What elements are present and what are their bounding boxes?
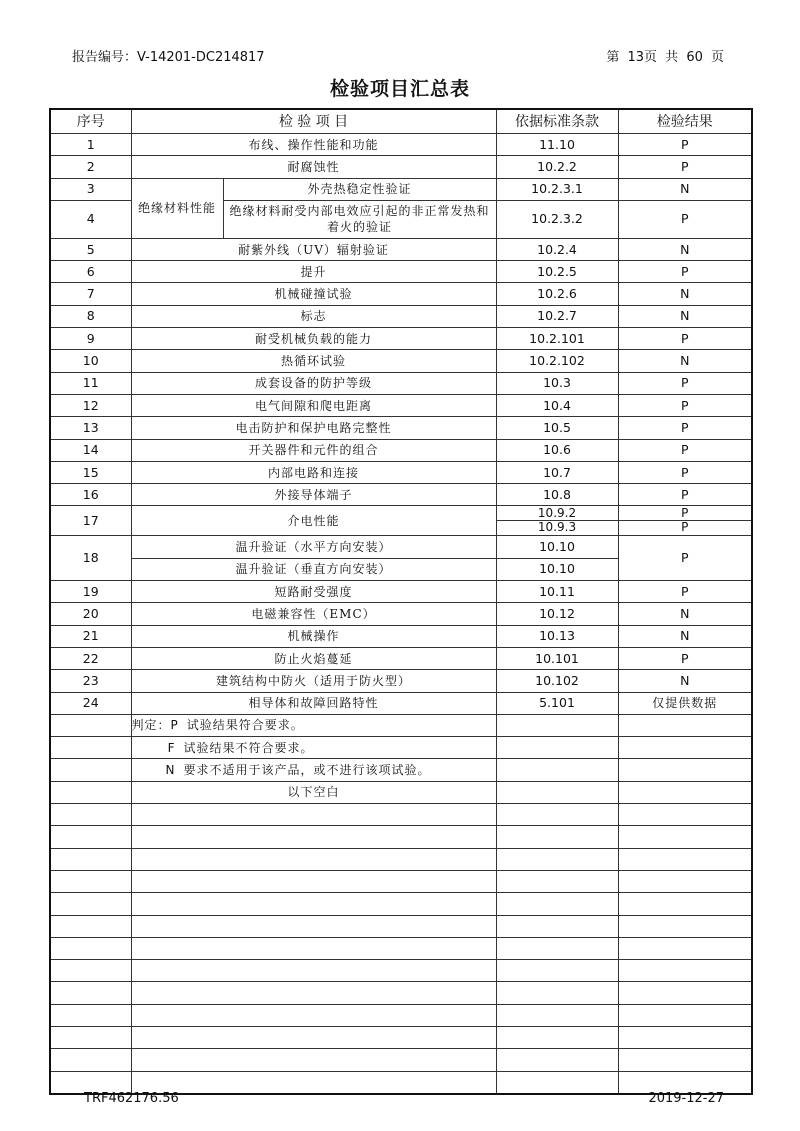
row-result: N bbox=[618, 238, 752, 260]
row-standard: 10.9.3 bbox=[497, 520, 618, 534]
row-result: P bbox=[618, 439, 752, 461]
row-standard: 10.5 bbox=[496, 417, 618, 439]
row-result: N bbox=[618, 178, 752, 200]
row-item: 耐腐蚀性 bbox=[131, 156, 496, 178]
row-result: P bbox=[618, 581, 752, 603]
table-row bbox=[50, 328, 752, 350]
row-result: P bbox=[618, 484, 752, 506]
row-standard: 11.10 bbox=[496, 134, 618, 156]
row-no: 16 bbox=[50, 484, 131, 506]
row-result: P bbox=[618, 261, 752, 283]
row-no: 3 bbox=[50, 178, 131, 200]
form-number: TRF462176.56 bbox=[84, 1091, 179, 1106]
table-row bbox=[50, 484, 752, 506]
row-no: 7 bbox=[50, 283, 131, 305]
row-item: 布线、操作性能和功能 bbox=[131, 134, 496, 156]
row-no: 13 bbox=[50, 417, 131, 439]
row-result: N bbox=[618, 305, 752, 327]
row-standard: 10.3 bbox=[496, 372, 618, 394]
table-row bbox=[50, 261, 752, 283]
empty-row bbox=[50, 826, 752, 848]
row-standard: 10.2.2 bbox=[496, 156, 618, 178]
group-label: 绝缘材料性能 bbox=[131, 178, 223, 238]
table-row bbox=[50, 350, 752, 372]
table-row bbox=[50, 372, 752, 394]
empty-row bbox=[50, 1004, 752, 1026]
row-item: 标志 bbox=[131, 305, 496, 327]
row-item: 介电性能 bbox=[131, 506, 496, 536]
page-info: 第 13页 共 60 页 bbox=[606, 50, 724, 65]
row-no: 14 bbox=[50, 439, 131, 461]
table-row bbox=[50, 417, 752, 439]
row-standard: 10.102 bbox=[496, 670, 618, 692]
row-no: 18 bbox=[50, 536, 131, 581]
judgement-p bbox=[131, 714, 496, 736]
table-row bbox=[50, 692, 752, 714]
row-item: 建筑结构中防火（适用于防火型） bbox=[131, 670, 496, 692]
row-standard: 10.10 bbox=[496, 558, 618, 580]
empty-row bbox=[50, 893, 752, 915]
row-standard: 10.101 bbox=[496, 647, 618, 669]
row-standard: 10.2.5 bbox=[496, 261, 618, 283]
table-row bbox=[50, 625, 752, 647]
blank-note: 以下空白 bbox=[131, 781, 496, 803]
row-item: 耐受机械负载的能力 bbox=[131, 328, 496, 350]
row-no: 22 bbox=[50, 647, 131, 669]
col-header-result: 检验结果 bbox=[618, 109, 752, 134]
judgement-f bbox=[131, 737, 496, 759]
row-standard: 10.2.102 bbox=[496, 350, 618, 372]
row-standard: 10.7 bbox=[496, 461, 618, 483]
empty-row bbox=[50, 937, 752, 959]
row-result: P bbox=[618, 394, 752, 416]
row-no: 24 bbox=[50, 692, 131, 714]
row-standard: 10.13 bbox=[496, 625, 618, 647]
table-row bbox=[50, 461, 752, 483]
empty-row bbox=[50, 915, 752, 937]
row-result-split bbox=[618, 506, 752, 536]
table-row bbox=[50, 581, 752, 603]
row-standard: 10.2.101 bbox=[496, 328, 618, 350]
empty-row bbox=[50, 960, 752, 982]
row-item: 短路耐受强度 bbox=[131, 581, 496, 603]
inspection-summary-table bbox=[49, 108, 753, 1095]
row-no: 9 bbox=[50, 328, 131, 350]
row-standard: 10.8 bbox=[496, 484, 618, 506]
row-no: 6 bbox=[50, 261, 131, 283]
row-item: 内部电路和连接 bbox=[131, 461, 496, 483]
row-result: P bbox=[618, 372, 752, 394]
judgement-f-code: F bbox=[167, 740, 176, 755]
row-item: 电击防护和保护电路完整性 bbox=[131, 417, 496, 439]
row-item: 成套设备的防护等级 bbox=[131, 372, 496, 394]
row-item: 热循环试验 bbox=[131, 350, 496, 372]
row-standard: 10.10 bbox=[496, 536, 618, 558]
empty-row bbox=[50, 982, 752, 1004]
row-standard: 10.2.3.2 bbox=[496, 200, 618, 238]
row-standard: 10.9.2 bbox=[537, 506, 577, 521]
row-no: 11 bbox=[50, 372, 131, 394]
judgement-prefix: 判定： bbox=[131, 718, 171, 733]
col-header-no: 序号 bbox=[50, 109, 131, 134]
row-item: 开关器件和元件的组合 bbox=[131, 439, 496, 461]
judgement-row-p bbox=[50, 714, 752, 736]
row-result: P bbox=[618, 461, 752, 483]
row-result: N bbox=[618, 603, 752, 625]
row-item: 机械碰撞试验 bbox=[131, 283, 496, 305]
table-row bbox=[50, 134, 752, 156]
empty-row bbox=[50, 848, 752, 870]
row-standard-split bbox=[496, 506, 618, 536]
empty-row bbox=[50, 1049, 752, 1071]
row-standard: 10.12 bbox=[496, 603, 618, 625]
row-result: P bbox=[618, 536, 752, 581]
row-standard: 10.2.4 bbox=[496, 238, 618, 260]
row-standard: 10.11 bbox=[496, 581, 618, 603]
table-row bbox=[50, 178, 752, 200]
row-item: 绝缘材料耐受内部电效应引起的非正常发热和着火的验证 bbox=[223, 200, 496, 238]
blank-note-row bbox=[50, 781, 752, 803]
table-row bbox=[50, 647, 752, 669]
page-title: 检验项目汇总表 bbox=[329, 78, 470, 100]
row-result: N bbox=[618, 625, 752, 647]
row-no: 2 bbox=[50, 156, 131, 178]
row-item: 提升 bbox=[131, 261, 496, 283]
table-row bbox=[50, 394, 752, 416]
judgement-row-f bbox=[50, 737, 752, 759]
row-no: 20 bbox=[50, 603, 131, 625]
row-no: 8 bbox=[50, 305, 131, 327]
row-result: P bbox=[619, 520, 752, 534]
row-item: 耐紫外线（UV）辐射验证 bbox=[131, 238, 496, 260]
row-result: P bbox=[618, 200, 752, 238]
row-result: N bbox=[618, 670, 752, 692]
table-header-row bbox=[50, 109, 752, 134]
row-no: 15 bbox=[50, 461, 131, 483]
table-row bbox=[50, 439, 752, 461]
row-item: 外壳热稳定性验证 bbox=[223, 178, 496, 200]
judgement-row-n bbox=[50, 759, 752, 781]
table-row bbox=[50, 305, 752, 327]
row-result: P bbox=[618, 647, 752, 669]
row-item: 外接导体端子 bbox=[131, 484, 496, 506]
col-header-standard: 依据标准条款 bbox=[496, 109, 618, 134]
row-item: 温升验证（垂直方向安装） bbox=[131, 558, 496, 580]
row-no: 10 bbox=[50, 350, 131, 372]
issue-date: 2019-12-27 bbox=[648, 1091, 724, 1106]
row-result: P bbox=[681, 506, 689, 521]
row-no: 21 bbox=[50, 625, 131, 647]
row-standard: 10.2.3.1 bbox=[496, 178, 618, 200]
row-result: P bbox=[618, 417, 752, 439]
row-no: 17 bbox=[50, 506, 131, 536]
row-no: 12 bbox=[50, 394, 131, 416]
table-row bbox=[50, 156, 752, 178]
table-row bbox=[50, 536, 752, 558]
row-result: N bbox=[618, 283, 752, 305]
empty-row bbox=[50, 804, 752, 826]
row-result: N bbox=[618, 350, 752, 372]
row-result: 仅提供数据 bbox=[618, 692, 752, 714]
col-header-item: 检 验 项 目 bbox=[131, 109, 496, 134]
row-no: 1 bbox=[50, 134, 131, 156]
judgement-n-text: 要求不适用于该产品，或不进行该项试验。 bbox=[183, 763, 431, 778]
report-number: 报告编号：V-14201-DC214817 bbox=[72, 50, 265, 65]
judgement-n bbox=[131, 759, 496, 781]
empty-row bbox=[50, 1026, 752, 1048]
judgement-n-code: N bbox=[165, 763, 176, 778]
row-no: 23 bbox=[50, 670, 131, 692]
row-standard: 10.2.7 bbox=[496, 305, 618, 327]
row-no: 4 bbox=[50, 200, 131, 238]
table-row bbox=[50, 283, 752, 305]
row-item: 机械操作 bbox=[131, 625, 496, 647]
table-row bbox=[50, 670, 752, 692]
row-item: 电气间隙和爬电距离 bbox=[131, 394, 496, 416]
judgement-f-text: 试验结果不符合要求。 bbox=[183, 740, 314, 755]
row-item: 电磁兼容性（EMC） bbox=[131, 603, 496, 625]
row-result: P bbox=[618, 134, 752, 156]
row-standard: 10.6 bbox=[496, 439, 618, 461]
row-standard: 10.2.6 bbox=[496, 283, 618, 305]
row-item: 防止火焰蔓延 bbox=[131, 647, 496, 669]
row-standard: 10.4 bbox=[496, 394, 618, 416]
row-no: 19 bbox=[50, 581, 131, 603]
table-row bbox=[50, 506, 752, 536]
table-row bbox=[50, 238, 752, 260]
row-item: 温升验证（水平方向安装） bbox=[131, 536, 496, 558]
row-result: P bbox=[618, 328, 752, 350]
row-result: P bbox=[618, 156, 752, 178]
judgement-p-code: P bbox=[170, 718, 179, 733]
row-item: 相导体和故障回路特性 bbox=[131, 692, 496, 714]
judgement-p-text: 试验结果符合要求。 bbox=[186, 718, 304, 733]
table-row bbox=[50, 603, 752, 625]
row-standard: 5.101 bbox=[496, 692, 618, 714]
row-no: 5 bbox=[50, 238, 131, 260]
empty-row bbox=[50, 870, 752, 892]
